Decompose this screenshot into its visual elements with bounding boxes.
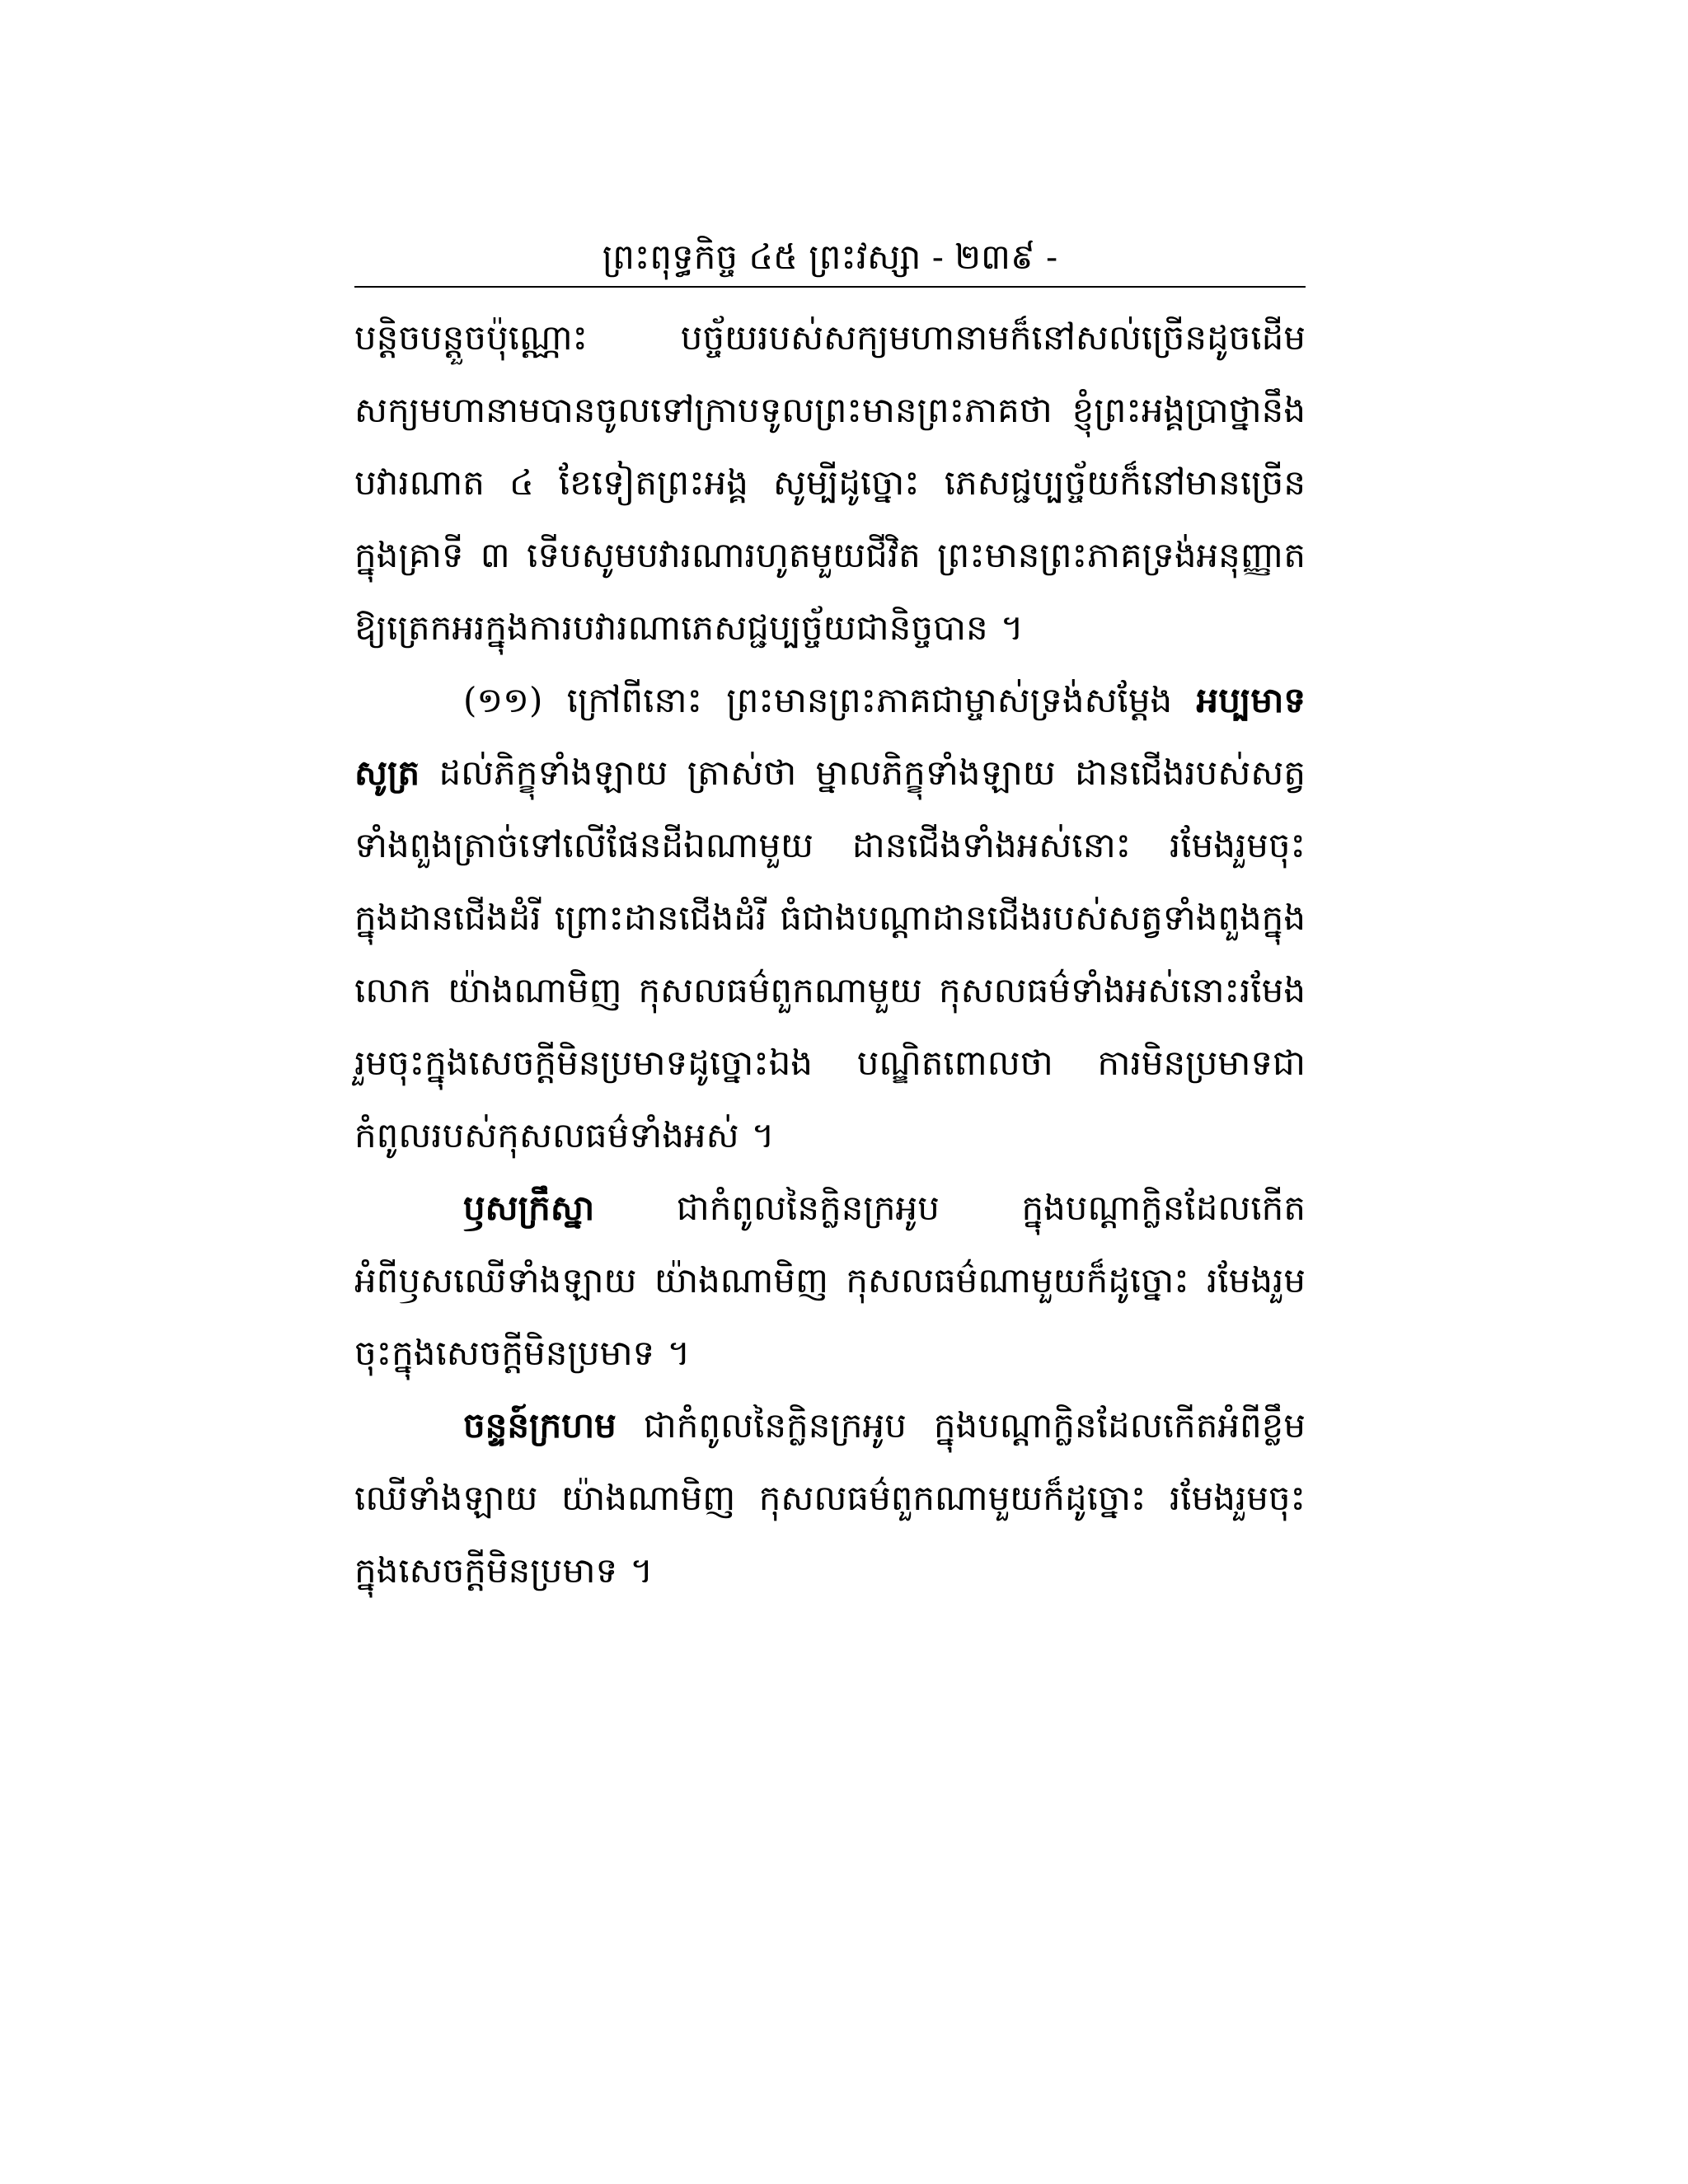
paragraph-3: [354, 1172, 1306, 1390]
paragraph-4-text: ជាកំពូលនៃក្លិនក្រអូប ក្នុងបណ្តាក្លិនដែលកើតអំពីខ្លឹមឈើទាំងឡាយ យ៉ាងណាមិញ កុសលធម៌ពួកណាមួយក៏ដូច្នោះ រមែងរួមចុះក្នុងសេចក្តីមិនប្រមាទ ។: [354, 1405, 1306, 1591]
paragraph-1: [354, 302, 1306, 664]
paragraph-3-term: ឫសក្រឹស្នា: [463, 1188, 595, 1228]
paragraph-3-text: ជាកំពូលនៃក្លិនក្រអូប ក្នុងបណ្តាក្លិនដែលកើតអំពីឫសឈើទាំងឡាយ យ៉ាងណាមិញ កុសលធម៌ណាមួយក៏ដូច្នោះ រមែងរួមចុះក្នុងសេចក្តីមិនប្រមាទ ។: [354, 1188, 1306, 1373]
paragraph-2-intro: (១១) ក្រៅពីនោះ ព្រះមានព្រះភាគជាម្ចាស់ទ្រង់សម្តែង: [463, 680, 1173, 720]
paragraph-2: [354, 664, 1306, 1172]
running-header: ព្រះពុទ្ធកិច្ច ៤៥ ព្រះវស្សា - ២៣៩ -: [602, 237, 1058, 277]
paragraph-4: [354, 1390, 1306, 1607]
body-text: [354, 302, 1306, 1607]
paragraph-2-text: ដល់ភិក្ខុទាំងឡាយ ត្រាស់ថា ម្នាលភិក្ខុទាំងឡាយ ដានជើងរបស់សត្វទាំងពួងត្រាច់ទៅលើផែនដីឯណាមួយ ដានជើងទាំងអស់នោះ រមែងរួមចុះក្នុងដានជើងដំរី ព្រោះដានជើងដំរី ធំជាងបណ្តាដានជើងរបស់សត្វទាំងពួងក្នុងលោក យ៉ាងណាមិញ កុសលធម៌ពួកណាមួយ កុសលធម៌ទាំងអស់នោះរមែងរួមចុះក្នុងសេចក្តីមិនប្រមាទដូច្នោះឯង បណ្ឌិតពោលថា ការមិនប្រមាទជាកំពូលរបស់កុសលធម៌ទាំងអស់ ។: [354, 752, 1306, 1155]
paragraph-4-term: ចន្ទន៍ក្រហម: [463, 1405, 617, 1446]
paragraph-1-text: បន្តិចបន្តួចប៉ុណ្ណោះ បច្ច័យរបស់សក្យមហានាមក៏នៅសល់ច្រើនដូចដើម សក្យមហានាមបានចូលទៅក្រាបទូលព្រះមានព្រះភាគថា ខ្ញុំព្រះអង្គប្រាថ្នានឹងបវារណាត ៤ ខែទៀតព្រះអង្គ សូម្បីដូច្នោះ ភេសជ្ជប្បច្ច័យក៏នៅមានច្រើន ក្នុងគ្រាទី ៣ ទើបសូមបវារណារហូតមួយជីវិត ព្រះមានព្រះភាគទ្រង់អនុញ្ញាត ឱ្យត្រេកអរក្នុងការបវារណាភេសជ្ជប្បច្ច័យជានិច្ចបាន ។: [354, 317, 1306, 648]
header-rule: [354, 286, 1306, 288]
paragraph-2-term: អប្បមាទសូត្រ: [354, 680, 1306, 793]
